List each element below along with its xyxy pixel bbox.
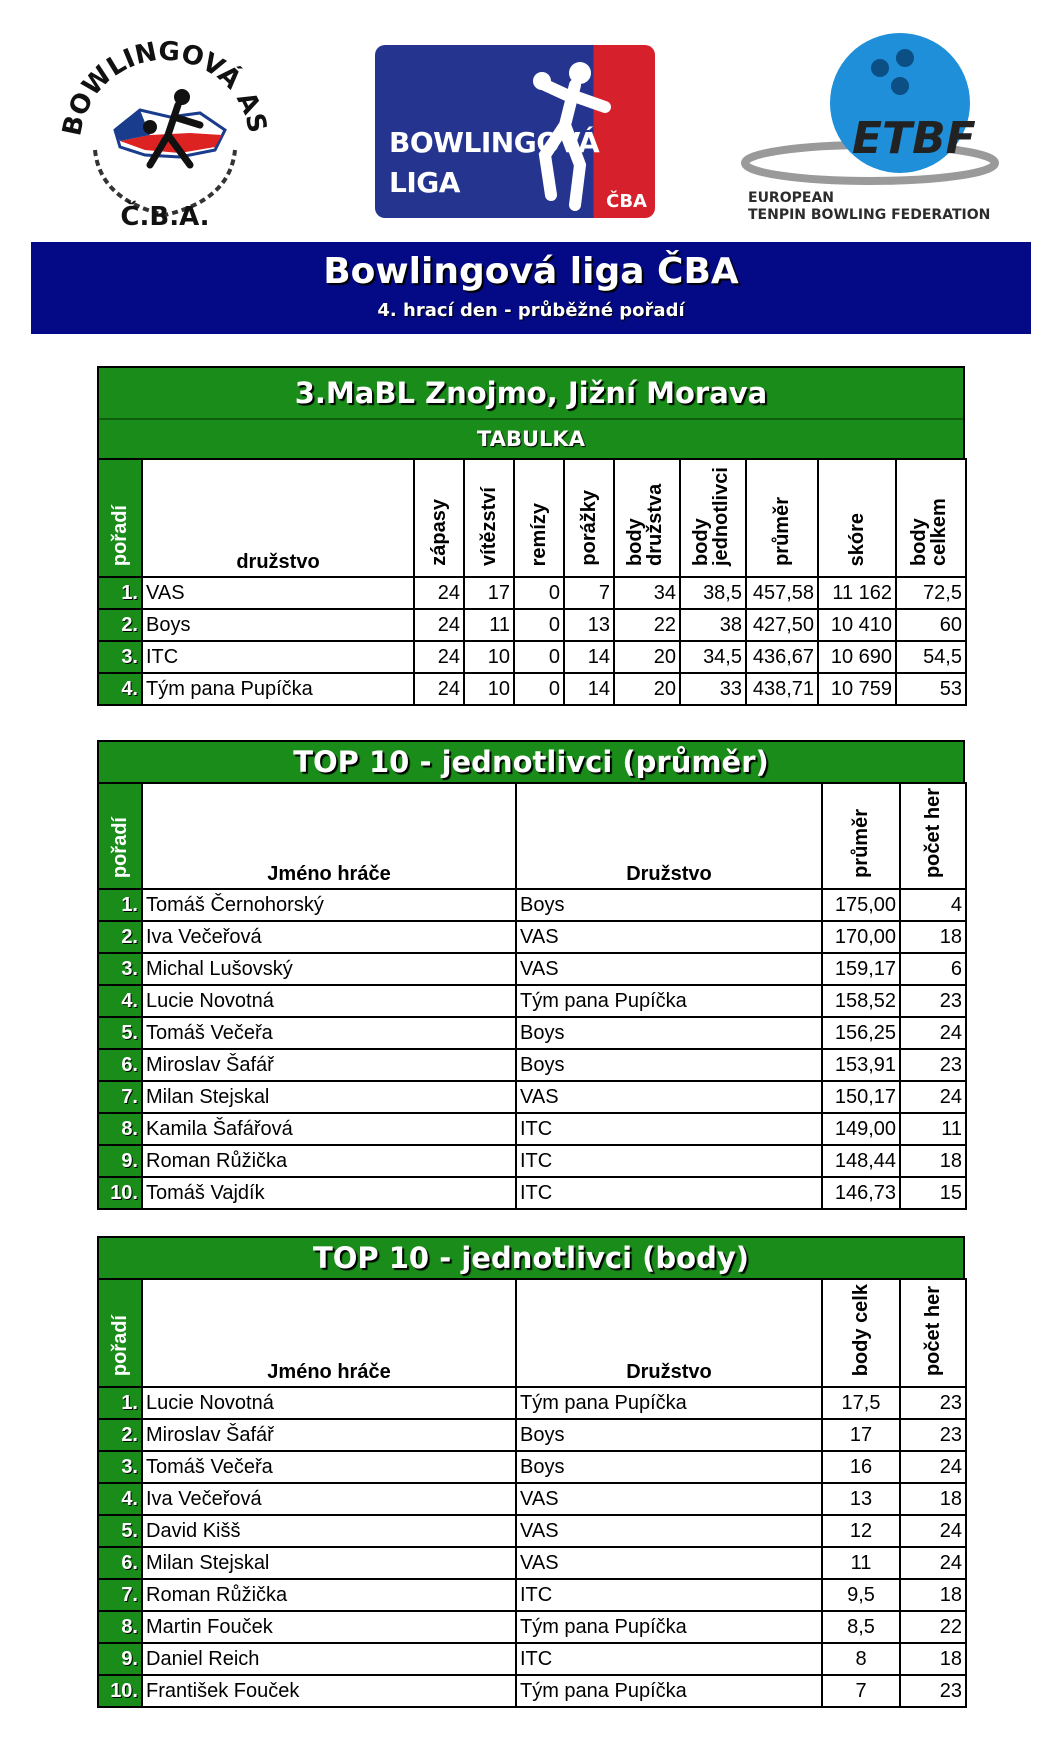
- table-cell: Boys: [516, 1049, 822, 1081]
- top-points-header: [97, 1236, 965, 1278]
- table-cell: ITC: [516, 1145, 822, 1177]
- rank-cell: 2.: [98, 609, 142, 641]
- col-header-points: [822, 1279, 900, 1387]
- table-cell: ITC: [516, 1643, 822, 1675]
- table-cell: Tým pana Pupíčka: [142, 673, 414, 705]
- table-cell: 18: [900, 1483, 966, 1515]
- table-cell: 24: [900, 1451, 966, 1483]
- table-cell: 10 759: [818, 673, 896, 705]
- table-cell: VAS: [516, 1081, 822, 1113]
- col-header-games: [900, 783, 966, 889]
- rank-cell: 9.: [98, 1145, 142, 1177]
- table-cell: Tomáš Večeřa: [142, 1451, 516, 1483]
- table-cell: 0: [514, 641, 564, 673]
- table-row: [98, 1643, 966, 1675]
- table-cell: 53: [896, 673, 966, 705]
- table-cell: VAS: [516, 1547, 822, 1579]
- table-row: [98, 1547, 966, 1579]
- column-header-label: pořadí: [109, 1315, 131, 1377]
- top-points-title: TOP 10 - jednotlivci (body): [312, 1241, 750, 1275]
- liga-line-2: LIGA: [389, 166, 460, 199]
- table-cell: 0: [514, 609, 564, 641]
- table-cell: 150,17: [822, 1081, 900, 1113]
- page-subtitle: 4. hrací den - průběžné pořadí: [377, 300, 685, 321]
- table-row: [98, 1579, 966, 1611]
- table-row: [98, 1675, 966, 1707]
- cba-arc-text: BOWLINGOVÁ AS: [57, 36, 273, 139]
- table-cell: Martin Fouček: [142, 1611, 516, 1643]
- table-cell: Tomáš Černohorský: [142, 889, 516, 921]
- rank-cell: 5.: [98, 1017, 142, 1049]
- table-cell: 24: [900, 1081, 966, 1113]
- rank-cell: 4.: [98, 1483, 142, 1515]
- table-cell: 14: [564, 673, 614, 705]
- column-header-label: porážky: [578, 490, 600, 566]
- table-cell: 0: [514, 673, 564, 705]
- rank-cell: 4.: [98, 673, 142, 705]
- table-cell: VAS: [516, 921, 822, 953]
- table-cell: 72,5: [896, 577, 966, 609]
- rank-cell: 6.: [98, 1049, 142, 1081]
- table-row: [98, 1081, 966, 1113]
- rank-cell: 7.: [98, 1579, 142, 1611]
- col-header-rank: [98, 1279, 142, 1387]
- table-row: [98, 1113, 966, 1145]
- table-cell: 12: [822, 1515, 900, 1547]
- table-row: [98, 1515, 966, 1547]
- table-row: [98, 1049, 966, 1081]
- table-cell: 11 162: [818, 577, 896, 609]
- table-cell: 146,73: [822, 1177, 900, 1209]
- table-cell: Iva Večeřová: [142, 921, 516, 953]
- rank-cell: 9.: [98, 1643, 142, 1675]
- table-cell: 148,44: [822, 1145, 900, 1177]
- top-points-table: [97, 1278, 967, 1708]
- col-header-average: [822, 783, 900, 889]
- table-cell: VAS: [516, 1483, 822, 1515]
- rank-cell: 3.: [98, 641, 142, 673]
- col-header-total-points: [896, 459, 966, 577]
- table-cell: Roman Růžička: [142, 1145, 516, 1177]
- table-cell: Lucie Novotná: [142, 1387, 516, 1419]
- table-cell: VAS: [516, 1515, 822, 1547]
- table-cell: 158,52: [822, 985, 900, 1017]
- table-cell: 22: [614, 609, 680, 641]
- column-header-label: počet her: [922, 788, 944, 879]
- standings-subtitle: TABULKA: [99, 418, 963, 458]
- etbf-line-2: TENPIN BOWLING FEDERATION: [748, 207, 991, 223]
- table-cell: Miroslav Šafář: [142, 1419, 516, 1451]
- col-header-wins: [464, 459, 514, 577]
- table-cell: 11: [464, 609, 514, 641]
- table-cell: 13: [822, 1483, 900, 1515]
- table-cell: 7: [822, 1675, 900, 1707]
- column-header-label: průměr: [850, 809, 872, 879]
- table-cell: 18: [900, 1643, 966, 1675]
- table-cell: 427,50: [746, 609, 818, 641]
- table-cell: ITC: [516, 1177, 822, 1209]
- table-cell: Milan Stejskal: [142, 1081, 516, 1113]
- rank-cell: 8.: [98, 1611, 142, 1643]
- table-row: [98, 641, 966, 673]
- table-row: [98, 577, 966, 609]
- rank-cell: 2.: [98, 1419, 142, 1451]
- table-cell: ITC: [516, 1113, 822, 1145]
- table-cell: 38,5: [680, 577, 746, 609]
- column-header-label: družstvo: [236, 551, 320, 573]
- table-cell: 11: [900, 1113, 966, 1145]
- table-cell: ITC: [516, 1579, 822, 1611]
- col-header-average: [746, 459, 818, 577]
- table-cell: 24: [414, 577, 464, 609]
- table-cell: Boys: [516, 889, 822, 921]
- column-header-label: Družstvo: [626, 863, 712, 886]
- table-cell: 10 690: [818, 641, 896, 673]
- table-cell: 8,5: [822, 1611, 900, 1643]
- column-header-label: remízy: [528, 502, 550, 566]
- table-cell: 4: [900, 889, 966, 921]
- table-cell: 33: [680, 673, 746, 705]
- table-cell: 23: [900, 1049, 966, 1081]
- col-header-score: [818, 459, 896, 577]
- rank-cell: 1.: [98, 1387, 142, 1419]
- rank-cell: 3.: [98, 1451, 142, 1483]
- table-cell: 24: [900, 1515, 966, 1547]
- rank-cell: 10.: [98, 1177, 142, 1209]
- table-cell: 14: [564, 641, 614, 673]
- column-header-label: počet her: [922, 1286, 944, 1377]
- table-cell: 6: [900, 953, 966, 985]
- table-cell: 175,00: [822, 889, 900, 921]
- col-header-player: [142, 1279, 516, 1387]
- column-header-label: Jméno hráče: [267, 1361, 391, 1384]
- table-cell: 159,17: [822, 953, 900, 985]
- table-cell: 457,58: [746, 577, 818, 609]
- table-cell: 24: [900, 1017, 966, 1049]
- table-row: [98, 1611, 966, 1643]
- table-cell: 16: [822, 1451, 900, 1483]
- cba-logo: [50, 25, 280, 235]
- table-cell: 23: [900, 1419, 966, 1451]
- rank-cell: 7.: [98, 1081, 142, 1113]
- table-cell: 17,5: [822, 1387, 900, 1419]
- top-average-section: [97, 740, 965, 1210]
- table-cell: Daniel Reich: [142, 1643, 516, 1675]
- table-cell: 54,5: [896, 641, 966, 673]
- rank-cell: 4.: [98, 985, 142, 1017]
- col-header-player: [142, 783, 516, 889]
- table-cell: 9,5: [822, 1579, 900, 1611]
- table-cell: 18: [900, 921, 966, 953]
- table-cell: Tým pana Pupíčka: [516, 1675, 822, 1707]
- table-cell: 153,91: [822, 1049, 900, 1081]
- standings-header: [97, 366, 965, 458]
- table-cell: 24: [414, 641, 464, 673]
- table-cell: Roman Růžička: [142, 1579, 516, 1611]
- standings-title: 3.MaBL Znojmo, Jižní Morava: [294, 376, 768, 410]
- rank-cell: 1.: [98, 577, 142, 609]
- table-cell: 24: [414, 609, 464, 641]
- table-cell: VAS: [142, 577, 414, 609]
- rank-cell: 8.: [98, 1113, 142, 1145]
- header-banner: [31, 242, 1031, 334]
- table-cell: Lucie Novotná: [142, 985, 516, 1017]
- table-cell: Milan Stejskal: [142, 1547, 516, 1579]
- table-row: [98, 921, 966, 953]
- col-header-draws: [514, 459, 564, 577]
- etbf-line-1: EUROPEAN: [748, 190, 834, 206]
- table-cell: 34: [614, 577, 680, 609]
- table-row: [98, 673, 966, 705]
- liga-logo: [375, 45, 655, 218]
- table-cell: 18: [900, 1579, 966, 1611]
- column-header-label: body celkem: [908, 498, 950, 566]
- col-header-individual-points: [680, 459, 746, 577]
- rank-cell: 5.: [98, 1515, 142, 1547]
- page-title: Bowlingová liga ČBA: [323, 251, 739, 292]
- table-cell: Tým pana Pupíčka: [516, 1387, 822, 1419]
- table-cell: 18: [900, 1145, 966, 1177]
- top-average-title: TOP 10 - jednotlivci (průměr): [293, 745, 769, 779]
- table-cell: 0: [514, 577, 564, 609]
- etbf-mark: ETBF: [852, 113, 976, 164]
- table-cell: ITC: [142, 641, 414, 673]
- col-header-games: [900, 1279, 966, 1387]
- column-header-label: pořadí: [109, 504, 131, 566]
- table-cell: Iva Večeřová: [142, 1483, 516, 1515]
- table-cell: Tým pana Pupíčka: [516, 985, 822, 1017]
- top-average-header: [97, 740, 965, 782]
- table-row: [98, 953, 966, 985]
- table-row: [98, 1145, 966, 1177]
- table-cell: 17: [464, 577, 514, 609]
- col-header-rank: [98, 783, 142, 889]
- table-row: [98, 1451, 966, 1483]
- liga-line-1: BOWLINGOVÁ: [389, 126, 600, 159]
- table-row: [98, 889, 966, 921]
- rank-cell: 1.: [98, 889, 142, 921]
- table-cell: 13: [564, 609, 614, 641]
- col-header-losses: [564, 459, 614, 577]
- column-header-label: Družstvo: [626, 1361, 712, 1384]
- table-cell: 156,25: [822, 1017, 900, 1049]
- table-row: [98, 1017, 966, 1049]
- table-cell: Tomáš Večeřa: [142, 1017, 516, 1049]
- col-header-team: [516, 1279, 822, 1387]
- table-cell: 10: [464, 641, 514, 673]
- column-header-label: body celk: [850, 1284, 872, 1377]
- table-cell: VAS: [516, 953, 822, 985]
- table-cell: 438,71: [746, 673, 818, 705]
- table-cell: 60: [896, 609, 966, 641]
- column-header-label: pořadí: [109, 816, 131, 879]
- top-points-section: [97, 1236, 965, 1708]
- table-cell: 24: [900, 1547, 966, 1579]
- bowling-ball-icon: [740, 28, 1000, 188]
- rank-cell: 2.: [98, 921, 142, 953]
- table-cell: 22: [900, 1611, 966, 1643]
- table-cell: František Fouček: [142, 1675, 516, 1707]
- liga-cba-mark: ČBA: [606, 191, 647, 212]
- etbf-logo: [740, 28, 1000, 233]
- cba-abbrev: Č.B.A.: [120, 202, 210, 232]
- cba-seal-icon: [50, 25, 280, 235]
- table-cell: 11: [822, 1547, 900, 1579]
- top-average-table: [97, 782, 967, 1210]
- logo-strip: [0, 20, 1061, 235]
- table-cell: 20: [614, 641, 680, 673]
- table-cell: Tomáš Vajdík: [142, 1177, 516, 1209]
- table-row: [98, 1419, 966, 1451]
- column-header-label: body jednotlivci: [690, 467, 732, 566]
- table-cell: Tým pana Pupíčka: [516, 1611, 822, 1643]
- table-cell: Kamila Šafářová: [142, 1113, 516, 1145]
- standings-section: [97, 366, 965, 706]
- rank-cell: 6.: [98, 1547, 142, 1579]
- table-cell: 436,67: [746, 641, 818, 673]
- column-header-label: body družstva: [624, 483, 666, 566]
- col-header-rank: [98, 459, 142, 577]
- col-header-matches: [414, 459, 464, 577]
- table-cell: 15: [900, 1177, 966, 1209]
- table-cell: 20: [614, 673, 680, 705]
- table-row: [98, 1177, 966, 1209]
- table-cell: David Kišš: [142, 1515, 516, 1547]
- table-cell: 170,00: [822, 921, 900, 953]
- column-header-label: skóre: [846, 512, 868, 566]
- table-cell: Boys: [516, 1419, 822, 1451]
- table-row: [98, 1387, 966, 1419]
- col-header-team-points: [614, 459, 680, 577]
- table-cell: 34,5: [680, 641, 746, 673]
- table-cell: Boys: [142, 609, 414, 641]
- table-row: [98, 609, 966, 641]
- table-cell: 23: [900, 1675, 966, 1707]
- table-row: [98, 985, 966, 1017]
- table-cell: 24: [414, 673, 464, 705]
- standings-table: [97, 458, 967, 706]
- table-cell: 149,00: [822, 1113, 900, 1145]
- column-header-label: průměr: [771, 497, 793, 566]
- col-header-team: [516, 783, 822, 889]
- col-header-team: [142, 459, 414, 577]
- table-cell: 10 410: [818, 609, 896, 641]
- rank-cell: 10.: [98, 1675, 142, 1707]
- table-cell: 10: [464, 673, 514, 705]
- table-cell: Boys: [516, 1017, 822, 1049]
- column-header-label: Jméno hráče: [267, 863, 391, 886]
- rank-cell: 3.: [98, 953, 142, 985]
- table-row: [98, 1483, 966, 1515]
- table-cell: 8: [822, 1643, 900, 1675]
- table-cell: 38: [680, 609, 746, 641]
- table-cell: 7: [564, 577, 614, 609]
- table-cell: Michal Lušovský: [142, 953, 516, 985]
- column-header-label: vítězství: [478, 487, 500, 566]
- column-header-label: zápasy: [428, 499, 450, 566]
- table-cell: Miroslav Šafář: [142, 1049, 516, 1081]
- table-cell: 23: [900, 1387, 966, 1419]
- table-cell: Boys: [516, 1451, 822, 1483]
- table-cell: 23: [900, 985, 966, 1017]
- table-cell: 17: [822, 1419, 900, 1451]
